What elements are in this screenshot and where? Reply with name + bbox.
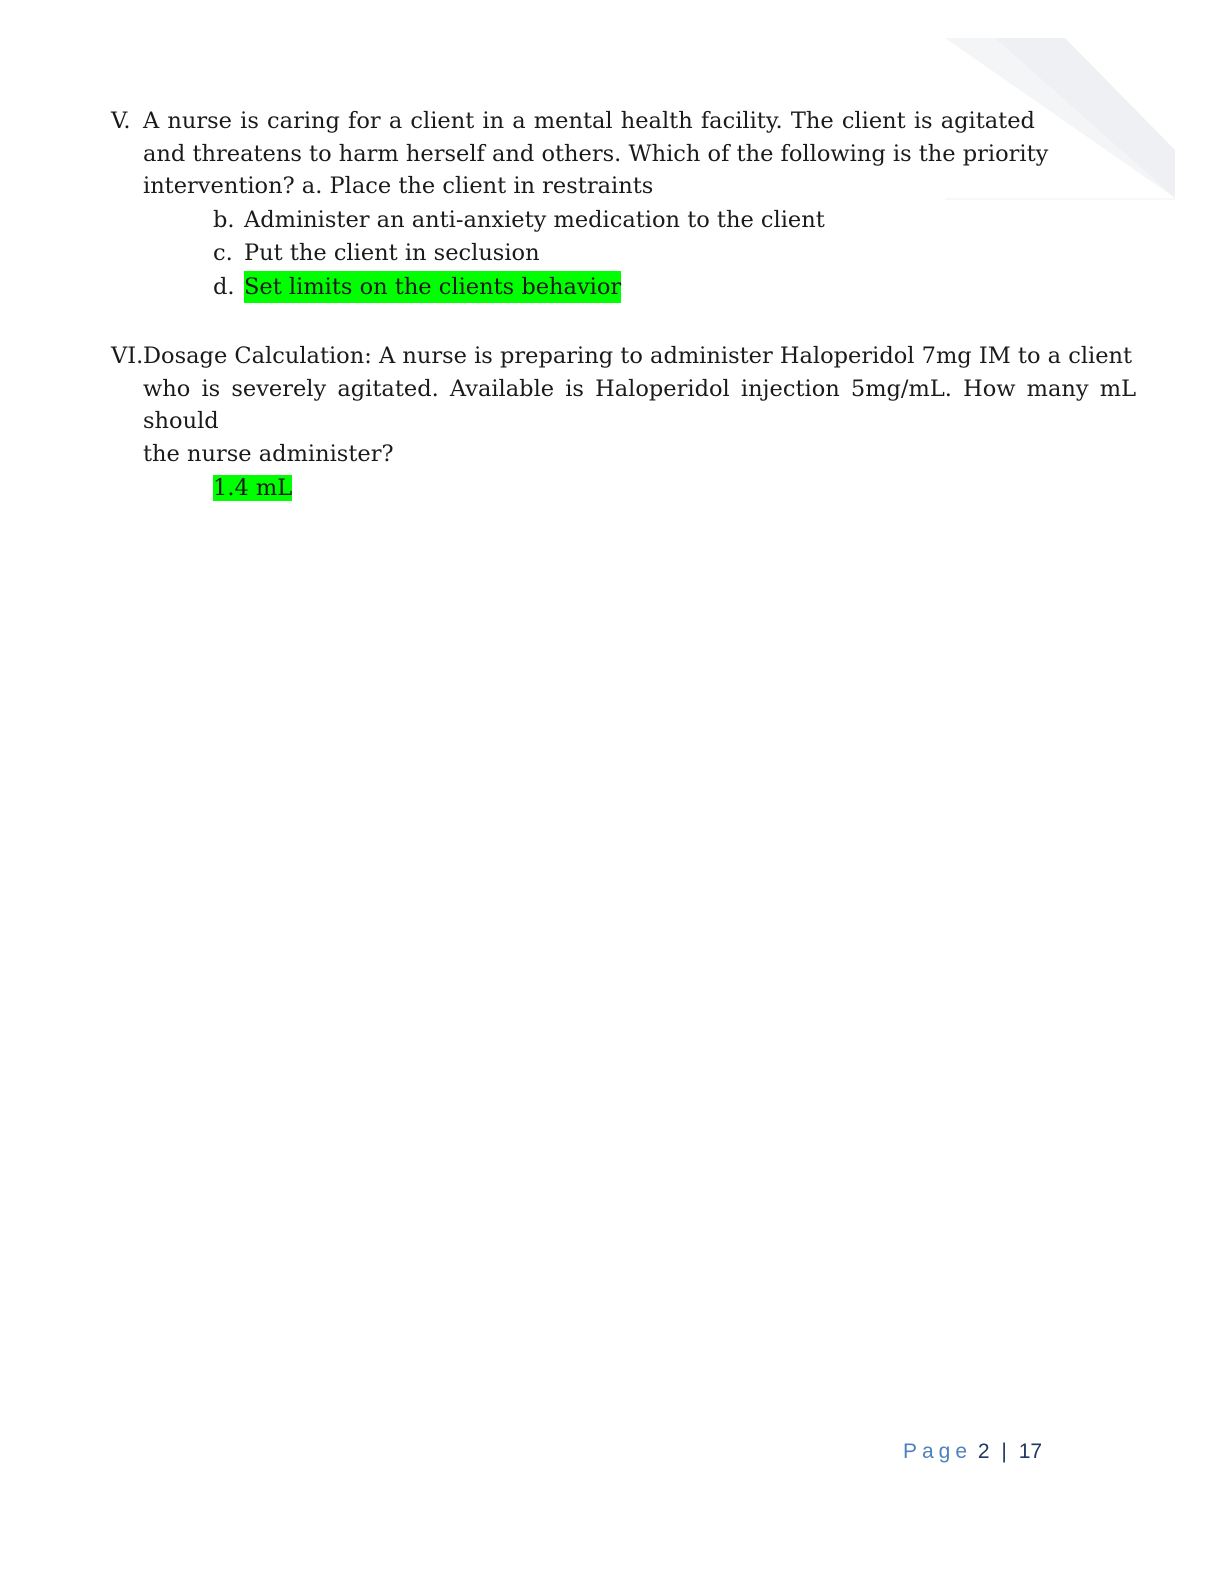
option-text: Put the client in seclusion <box>244 240 540 266</box>
question-5-line-2: and threatens to harm herself and others. Which of the following is the priority <box>143 140 1049 167</box>
page-separator: | <box>1001 1440 1007 1463</box>
option-text: Administer an anti-anxiety medication to the client <box>244 207 825 233</box>
question-6-line-3: should <box>143 408 219 434</box>
highlighted-answer: 1.4 mL <box>213 475 293 501</box>
question-5-line-1: A nurse is caring for a client in a mental health facility. The client is agitated <box>143 108 1035 134</box>
question-5 <box>0 105 1224 205</box>
total-pages: 17 <box>1018 1440 1043 1463</box>
question-6-line-1: Dosage Calculation: A nurse is preparing to administer Haloperidol 7mg IM to a client <box>143 343 1133 369</box>
option-letter: b. <box>213 207 235 233</box>
highlighted-answer: Set limits on the clients behavior <box>244 271 621 303</box>
option-letter: d. <box>213 274 235 300</box>
question-6-answer <box>213 472 292 504</box>
question-6-number: VI. <box>111 343 144 369</box>
option-letter: c. <box>213 240 233 266</box>
question-5-line-3: intervention? a. Place the client in restraints <box>143 173 654 199</box>
question-6 <box>0 340 1224 475</box>
page-number: 2 <box>977 1440 990 1463</box>
question-5-number: V. <box>111 108 131 134</box>
page-footer <box>903 1440 1042 1464</box>
question-6-line-2: who is severely agitated. Available is Haloperidol injection 5mg/mL. How many mL <box>143 375 1137 402</box>
page-label: Page <box>903 1440 973 1463</box>
question-6-line-4: the nurse administer? <box>143 440 394 467</box>
